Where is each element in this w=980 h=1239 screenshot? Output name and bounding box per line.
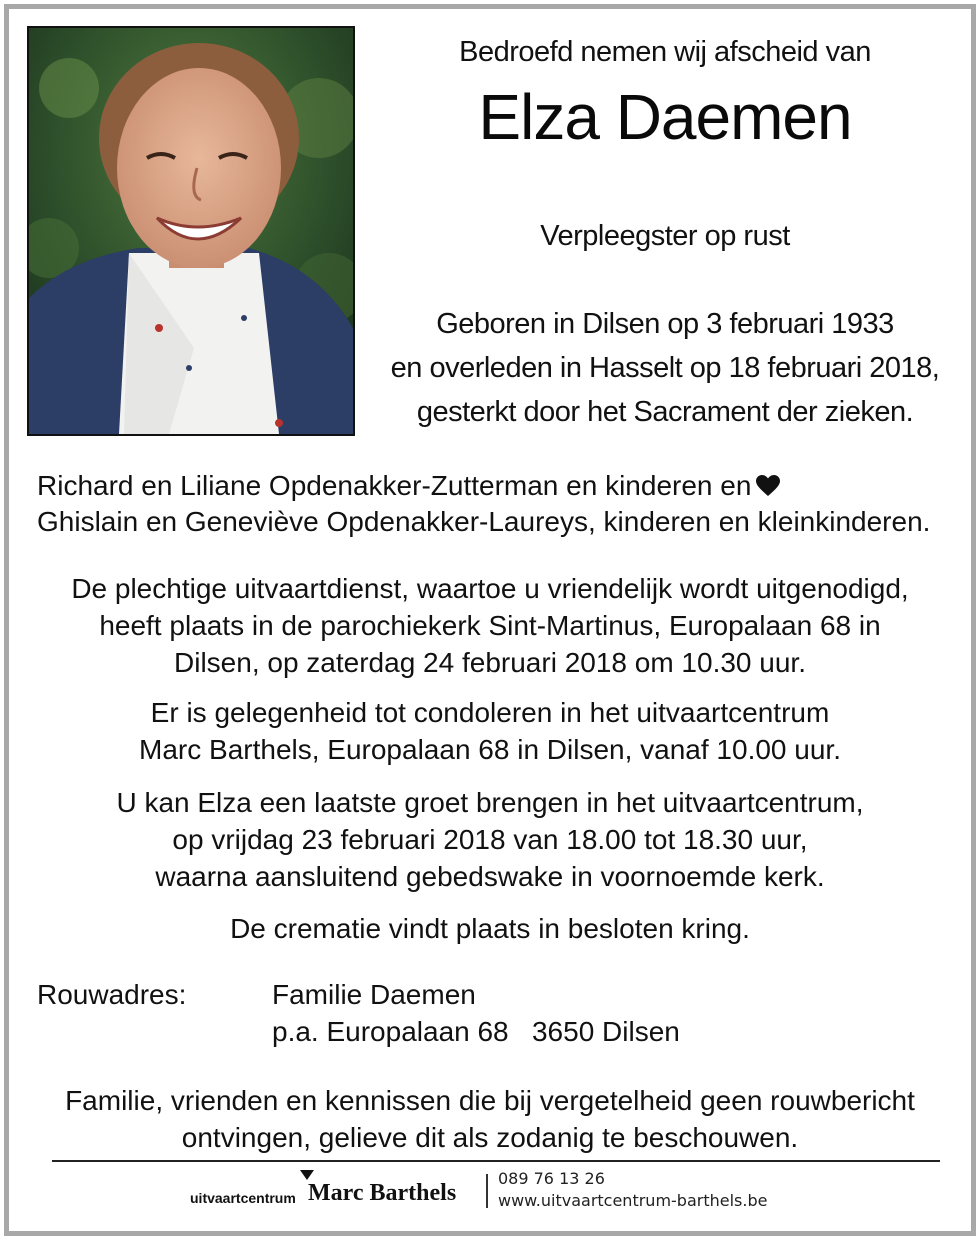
- death-line: en overleden in Hasselt op 18 februari 2018,: [390, 352, 940, 384]
- condolences-paragraph: [30, 694, 950, 768]
- address-lines: [272, 976, 680, 1050]
- address-label: Rouwadres:: [37, 979, 187, 1010]
- phone-number: 089 76 13 26: [498, 1169, 605, 1188]
- address-line-2: p.a. Europalaan 68 3650 Dilsen: [272, 1016, 680, 1047]
- paragraph-line: U kan Elza een laatste groet brengen in het uitvaartcentrum,: [116, 787, 864, 818]
- contact-info: [498, 1168, 767, 1212]
- farewell-paragraph: [30, 784, 950, 895]
- brand-prefix: uitvaartcentrum: [190, 1190, 296, 1206]
- birth-line: Geboren in Dilsen op 3 februari 1933: [436, 308, 894, 340]
- paragraph-line: Marc Barthels, Europalaan 68 in Dilsen, vanaf 10.00 uur.: [139, 734, 841, 765]
- intro-line: Bedroefd nemen wij afscheid van: [459, 36, 871, 68]
- paragraph-line: heeft plaats in de parochiekerk Sint-Martinus, Europalaan 68 in: [99, 610, 881, 641]
- paragraph-line: op vrijdag 23 februari 2018 van 18.00 tot 18.30 uur,: [172, 824, 808, 855]
- heart-icon: [755, 475, 781, 497]
- address-line-1: Familie Daemen: [272, 979, 476, 1010]
- brand-name: Marc Barthels: [308, 1180, 457, 1206]
- paragraph-line: Familie, vrienden en kennissen die bij vergetelheid geen rouwbericht: [65, 1085, 915, 1116]
- website-link[interactable]: www.uitvaartcentrum-barthels.be: [498, 1191, 768, 1210]
- family-list: [37, 468, 957, 540]
- family-line: [37, 468, 957, 504]
- paragraph-line: Dilsen, op zaterdag 24 februari 2018 om 10.30 uur.: [174, 647, 806, 678]
- birth-death-info: [370, 302, 960, 434]
- paragraph-line: Er is gelegenheid tot condoleren in het uitvaartcentrum: [150, 697, 830, 728]
- paragraph-line: ontvingen, gelieve dit als zodanig te beschouwen.: [181, 1122, 799, 1153]
- sacrament-line: gesterkt door het Sacrament der zieken.: [416, 396, 914, 428]
- funeral-service-paragraph: [30, 570, 950, 681]
- notice-paragraph: [30, 1082, 950, 1156]
- deceased-name: Elza Daemen: [478, 81, 852, 153]
- footer-divider: [52, 1160, 940, 1162]
- footer-separator: [486, 1174, 488, 1208]
- family-line: Ghislain en Geneviève Opdenakker-Laureys, kinderen en kleinkinderen.: [37, 506, 931, 537]
- cremation-paragraph: De crematie vindt plaats in besloten kring.: [230, 913, 750, 944]
- paragraph-line: De plechtige uitvaartdienst, waartoe u vriendelijk wordt uitgenodigd,: [71, 573, 909, 604]
- paragraph-line: waarna aansluitend gebedswake in voornoemde kerk.: [155, 861, 825, 892]
- family-line-text: Richard en Liliane Opdenakker-Zutterman en kinderen en: [37, 470, 752, 501]
- brand-logo-triangle-icon: [300, 1170, 314, 1180]
- portrait-photo: [27, 26, 355, 436]
- occupation: Verpleegster op rust: [540, 220, 790, 252]
